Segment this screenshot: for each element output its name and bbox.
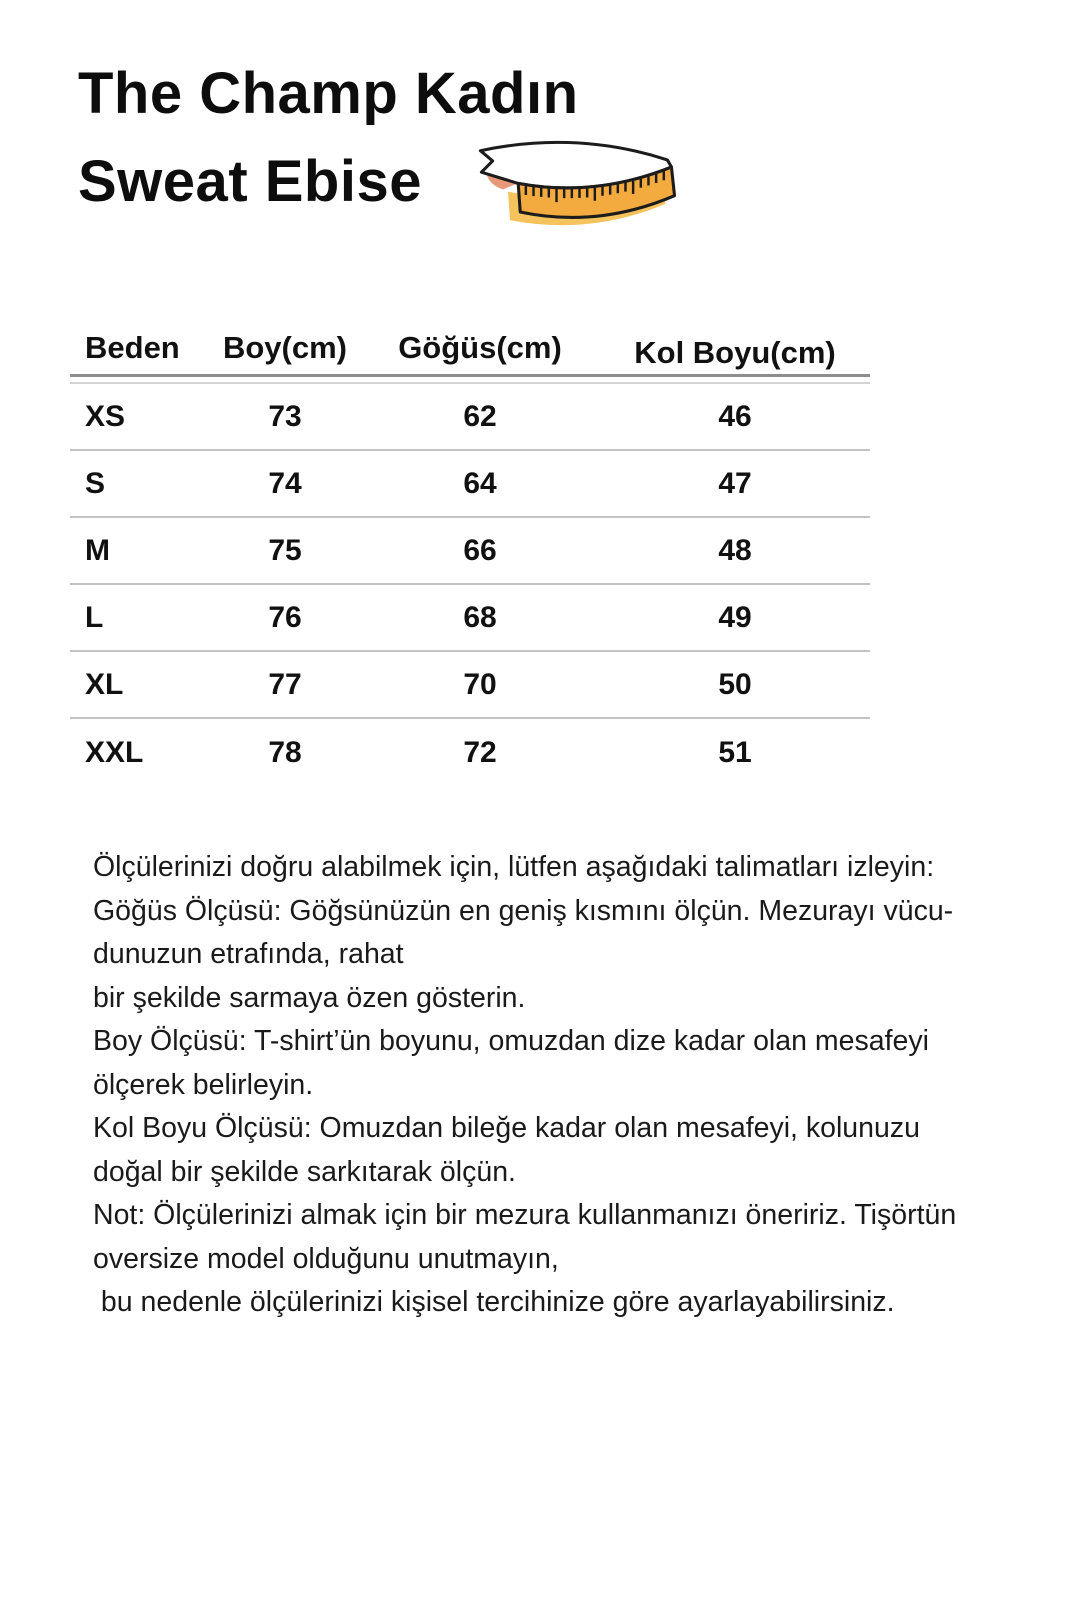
cell-size: M	[85, 533, 110, 567]
cell-size: XL	[85, 667, 124, 701]
cell-size: XXL	[85, 735, 144, 769]
cell-gogus: 68	[463, 600, 497, 634]
column-header-gogus: Göğüs(cm)	[398, 330, 562, 365]
instruction-line: bu nedenle ölçülerinizi kişisel tercihinize göre ayarlayabilirsiniz.	[93, 1286, 895, 1318]
instruction-line: oversize model olduğunu unutmayın,	[93, 1242, 559, 1275]
instruction-line: Not: Ölçülerinizi almak için bir mezura kullanmanızı öneririz. Tişörtün	[93, 1199, 957, 1231]
cell-kol: 46	[718, 399, 752, 433]
table-row-l	[70, 585, 870, 652]
cell-gogus: 64	[463, 466, 497, 500]
cell-kol: 48	[718, 533, 752, 567]
instruction-line: Ölçülerinizi doğru alabilmek için, lütfen aşağıdaki talimatları izleyin:	[93, 851, 935, 883]
cell-boy: 73	[268, 399, 302, 433]
cell-gogus: 62	[463, 399, 497, 433]
cell-gogus: 70	[463, 667, 497, 701]
cell-gogus: 66	[463, 533, 497, 567]
cell-boy: 77	[268, 667, 302, 701]
instruction-line: Göğüs Ölçüsü: Göğsünüzün en geniş kısmını ölçün. Mezurayı vücu-	[93, 894, 954, 927]
cell-boy: 75	[268, 533, 302, 567]
column-header-boy: Boy(cm)	[222, 330, 347, 365]
instruction-line: bir şekilde sarmaya özen gösterin.	[93, 981, 526, 1014]
measurement-instructions	[93, 846, 1023, 1325]
instruction-line: doğal bir şekilde sarkıtarak ölçün.	[93, 1155, 516, 1188]
instruction-line: Boy Ölçüsü: T-shirt’ün boyunu, omuzdan dize kadar olan mesafeyi	[93, 1025, 929, 1057]
cell-boy: 76	[268, 600, 302, 634]
table-row-xxl	[70, 719, 870, 786]
table-row-m	[70, 518, 870, 585]
cell-boy: 74	[268, 466, 302, 500]
cell-size: L	[85, 600, 104, 634]
instruction-line: ölçerek belirleyin.	[93, 1068, 314, 1101]
size-chart-table	[70, 330, 870, 786]
cell-gogus: 72	[463, 735, 497, 769]
cell-kol: 50	[718, 667, 752, 701]
column-header-kol-boyu: Kol Boyu(cm)	[634, 335, 836, 370]
table-row-s	[70, 451, 870, 518]
instruction-line: dunuzun etrafında, rahat	[93, 938, 404, 970]
table-row-xs	[70, 384, 870, 451]
table-row-xl	[70, 652, 870, 719]
table-header-row	[70, 330, 870, 377]
product-title-line2: Sweat Ebise	[78, 149, 422, 214]
instruction-line: Kol Boyu Ölçüsü: Omuzdan bileğe kadar olan mesafeyi, kolunuzu	[93, 1112, 920, 1144]
cell-size: XS	[85, 399, 126, 433]
column-header-beden: Beden	[85, 330, 180, 365]
cell-size: S	[85, 466, 106, 500]
product-title-line1: The Champ Kadın	[78, 61, 579, 126]
cell-kol: 47	[718, 466, 752, 500]
cell-boy: 78	[268, 735, 302, 769]
measuring-tape-icon	[462, 130, 697, 245]
cell-kol: 51	[718, 735, 752, 769]
cell-kol: 49	[718, 600, 752, 634]
